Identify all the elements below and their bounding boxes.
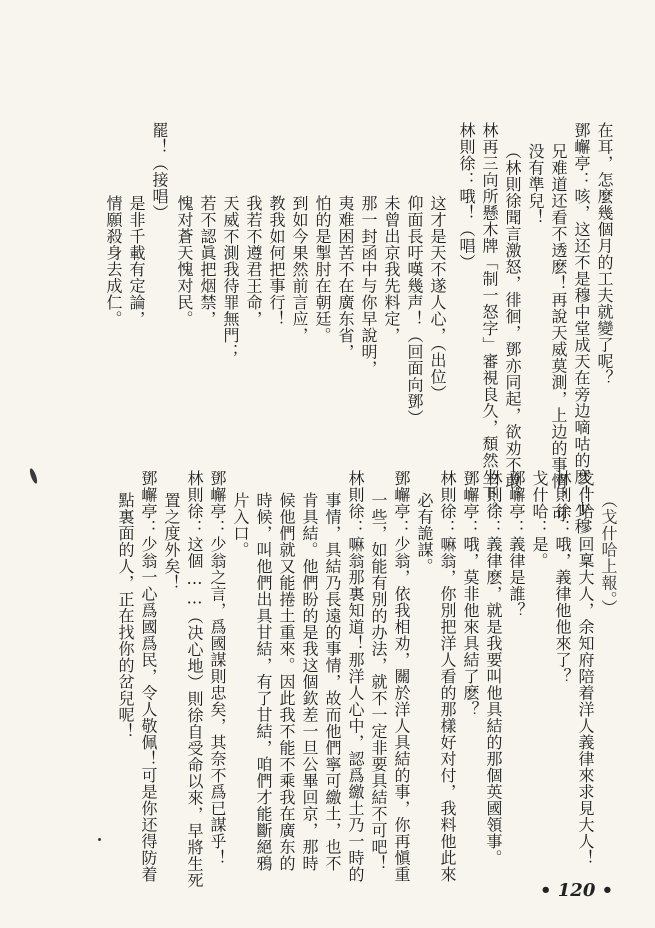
text-column: 怕的是掣肘在朝廷。 (313, 195, 332, 344)
text-column: 教我如何把事行！ (267, 195, 286, 327)
text-column: 候他們就又能捲土重來。因此我不能不乘我在廣东的 (277, 492, 296, 872)
text-column: 未曾出京我先料定， (382, 195, 401, 344)
text-column: 夷难困苦不在廣东省， (336, 195, 355, 360)
text-column: 鄧嶰亭：少翁一心爲國爲民，令人敬佩！可是你还得防着 (139, 470, 158, 883)
text-column: 愧对蒼天愧对民。 (175, 195, 194, 327)
text-column: 鄧嶰亭：少翁，依我相劝，關於洋人具結的事，你再愼重 (392, 470, 411, 883)
text-column: （林則徐聞言激怒，徘徊，鄧亦同起，欲劝不敢， (503, 143, 522, 506)
text-column: 林則徐：哦，義律他他來了？ (553, 470, 572, 685)
text-column: 鄧嶰亭：義律是誰？ (507, 470, 526, 619)
text-column: 罷！（接唱） (150, 122, 169, 221)
text-column: 兄难道还看不透麽！再說天威莫測，上边的事情，可 (549, 143, 568, 523)
ink-dot (98, 838, 101, 841)
text-column: 一些，如能有別的办法，就不一定非要具結不可吧！ (369, 492, 388, 872)
text-column: （戈什哈上報。） (599, 492, 618, 616)
text-column: 林則徐：嘛翁，你別把洋人看的那樣好对付，我料他此來 (438, 470, 457, 883)
text-column: 必有詭謀。 (415, 492, 434, 575)
text-column: 林則徐：嘛翁那裏知道！那洋人心中，認爲繳土乃一時的 (346, 470, 365, 883)
text-column: 肯具結。他們盼的是我这個欽差一旦公畢回京，那時 (300, 492, 319, 872)
text-column: 若不認眞把烟禁， (198, 195, 217, 327)
page-number: • 120 • (540, 880, 614, 901)
text-column: 點裏面的人，正在找你的岔兒呢！ (116, 492, 135, 740)
text-column: 置之度外矣！ (162, 492, 181, 591)
text-column: 戈什哈：回稟大人，余知府陪着洋人義律來求見大人！ (576, 470, 595, 866)
ink-mark (28, 468, 38, 485)
text-column: 鄧嶰亭：咳，这还不是穆中堂成天在旁边嘀咕的麽！少穆 (572, 122, 591, 535)
text-column: 那一封函中与你早說明， (359, 195, 378, 377)
text-column: 片入口。 (231, 492, 250, 558)
text-column: 仰面長吁嘆幾声！（回面向鄧） (405, 195, 424, 426)
text-column: 林則徐：哦！（唱） (457, 122, 476, 271)
text-column: 这才是天不遂人心，（出位） (428, 195, 447, 402)
text-column: 事情，具結乃長遠的事情，故而他們寧可繳土，也不 (323, 492, 342, 872)
text-column: 林則徐：義律麽，就是我要叫他具結的那個英國領事。 (484, 470, 503, 866)
text-column: 天威不測我待罪無門； (221, 195, 240, 360)
text-column: 鄧嶰亭：哦，莫非他來具結了麽？ (461, 470, 480, 718)
text-column: 時候，叫他們出具甘結，有了甘結，咱們才能斷絕鴉 (254, 492, 273, 872)
text-column: 是非千載有定論， (127, 195, 146, 327)
text-column: 林再三向所懸木牌「制一怒字」審視良久，頹然坐下。 (480, 122, 499, 518)
text-column: 林則徐：这個……（决心地）則徐自受命以來，早將生死 (185, 470, 204, 889)
text-column: 到如今果然前言应， (290, 195, 309, 344)
text-column: 情願殺身去成仁。 (104, 195, 123, 327)
text-column: 戈什哈：是。 (530, 470, 549, 569)
text-column: 没有準兒！ (526, 143, 545, 226)
text-column: 鄧嶰亭：少翁之言，爲國謀則忠矣，其奈不爲已謀乎！ (208, 470, 227, 866)
text-column: 在耳，怎麼幾個月的工夫就變了呢？ (595, 122, 614, 386)
text-column: 我若不遵君王命， (244, 195, 263, 327)
